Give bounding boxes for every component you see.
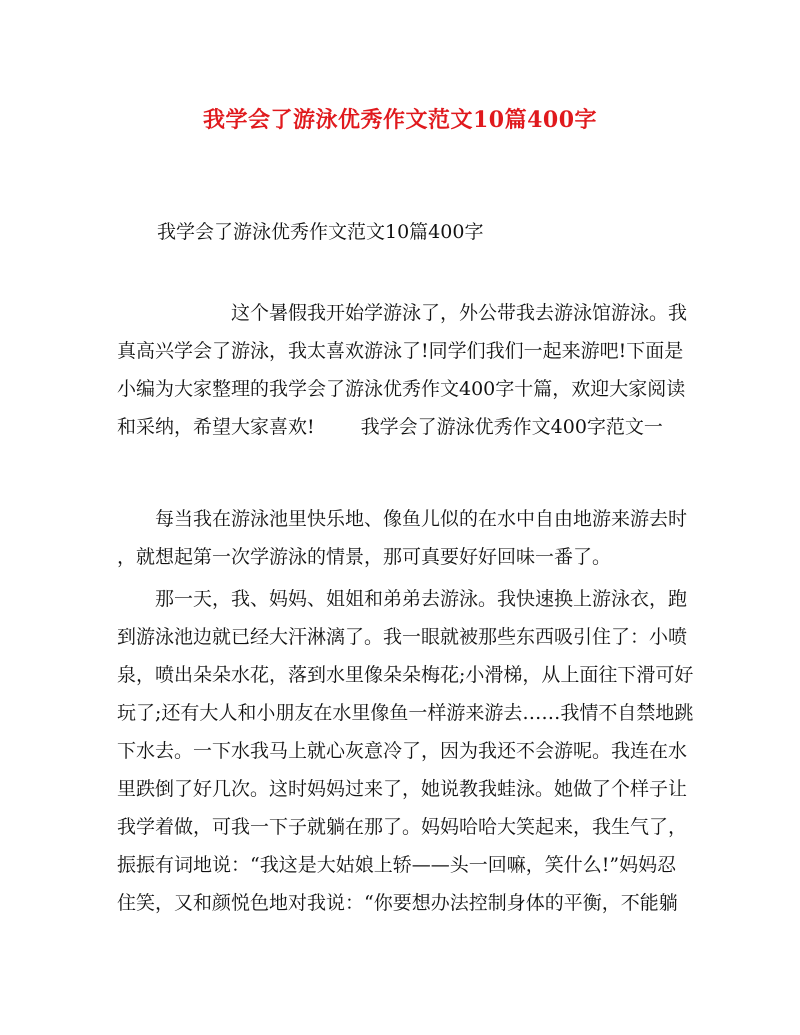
paragraph-line: 真高兴学会了游泳，我太喜欢游泳了!同学们我们一起来游吧!下面是: [117, 340, 684, 362]
paragraph-line: ，就想起第一次学游泳的情景，那可真要好好回味一番了。: [117, 546, 612, 568]
paragraph-body: [117, 580, 694, 922]
paragraph-opening: [117, 500, 687, 576]
paragraph-line: 每当我在游泳池里快乐地、像鱼儿似的在水中自由地游来游去时: [155, 508, 688, 530]
paragraph-line-last: [117, 408, 687, 446]
paragraph-line: 里跌倒了好几次。这时妈妈过来了，她说教我蛙泳。她做了个样子让: [117, 778, 688, 800]
document-subtitle: 我学会了游泳优秀作文范文10篇400字: [157, 221, 484, 243]
paragraph-line: 我学着做，可我一下子就躺在那了。妈妈哈哈大笑起来，我生气了，: [117, 816, 688, 838]
paragraph-line: 到游泳池边就已经大汗淋漓了。我一眼就被那些东西吸引住了：小喷: [117, 626, 688, 648]
paragraph-line: 泉，喷出朵朵水花，落到水里像朵朵梅花;小滑梯，从上面往下滑可好: [117, 664, 694, 686]
paragraph-line: 振振有词地说：“我这是大姑娘上轿——头一回嘛，笑什么!”妈妈忍: [117, 854, 677, 876]
intro-closing-text: 和采纳，希望大家喜欢!: [117, 416, 315, 438]
essay-one-heading: 我学会了游泳优秀作文400字范文一: [360, 416, 663, 438]
paragraph-line: 住笑，又和颜悦色地对我说：“你要想办法控制身体的平衡，不能躺: [117, 892, 678, 914]
paragraph-line: 小编为大家整理的我学会了游泳优秀作文400字十篇，欢迎大家阅读: [117, 378, 686, 400]
paragraph-line: 下水去。一下水我马上就心灰意冷了，因为我还不会游呢。我连在水: [117, 740, 688, 762]
paragraph-line: 那一天，我、妈妈、姐姐和弟弟去游泳。我快速换上游泳衣，跑: [155, 588, 688, 610]
paragraph-line: 玩了;还有大人和小朋友在水里像鱼一样游来游去……我情不自禁地跳: [117, 702, 694, 724]
intro-paragraph: [117, 294, 687, 446]
paragraph-line: 这个暑假我开始学游泳了，外公带我去游泳馆游泳。我: [231, 302, 688, 324]
document-title: 我学会了游泳优秀作文范文10篇400字: [202, 107, 598, 133]
